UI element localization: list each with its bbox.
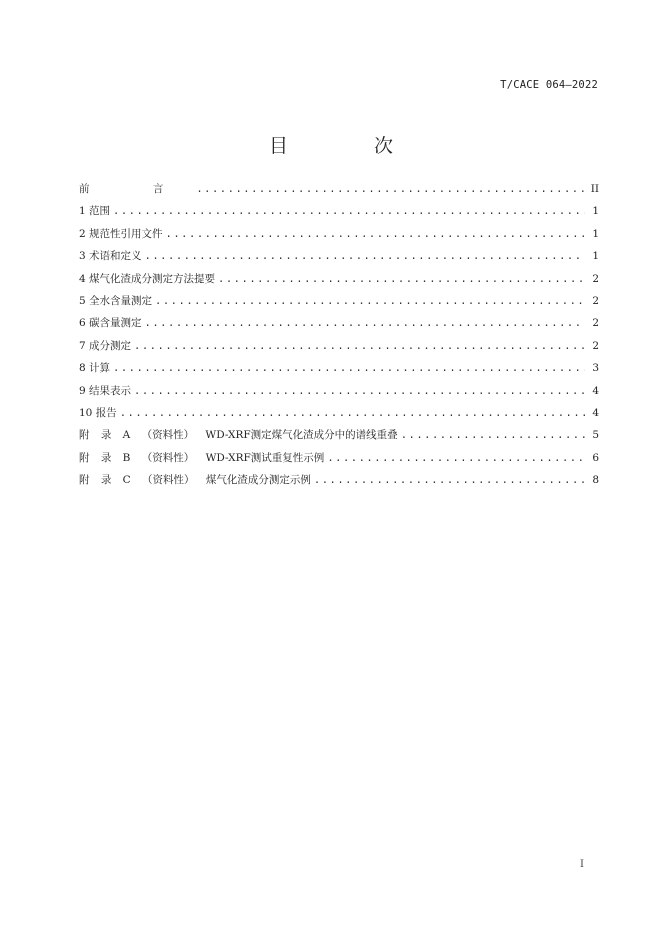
toc-entry-label: 5 全水含量测定: [79, 294, 153, 307]
toc-leader-dots: [120, 405, 585, 421]
page-number: I: [580, 859, 584, 870]
toc-entry-label: 附 录 A （资料性） WD-XRF测定煤气化渣成分中的谱线重叠: [79, 429, 398, 442]
toc-entry-carbon-content[interactable]: [79, 315, 599, 337]
toc-entry-page: 2: [592, 272, 599, 285]
toc-entry-foreword[interactable]: [79, 181, 599, 203]
toc-entry-label: 10 报告: [79, 406, 117, 419]
toc-entry-label: 6 碳含量测定: [79, 317, 142, 330]
toc-leader-dots: [314, 472, 585, 488]
toc-leader-dots: [145, 248, 585, 264]
toc-entry-label: 4 煤气化渣成分测定方法提要: [79, 272, 216, 285]
toc-entry-label: 9 结果表示: [79, 384, 132, 397]
toc-entry-page: 1: [592, 227, 599, 240]
toc-leader-dots: [218, 271, 585, 287]
toc-entry-page: 2: [592, 339, 599, 352]
toc-entry-page: 2: [592, 317, 599, 330]
toc-entry-page: II: [590, 183, 599, 195]
toc-entry-results[interactable]: [79, 383, 599, 405]
toc-entry-label: 3 术语和定义: [79, 250, 142, 263]
toc-leader-dots: [134, 383, 585, 399]
toc-entry-page: 4: [592, 406, 599, 419]
toc-entry-appendix-c[interactable]: [79, 472, 599, 494]
toc-leader-dots: [134, 338, 585, 354]
toc-leader-dots: [145, 315, 585, 331]
toc-entry-page: 5: [592, 429, 599, 442]
toc-entry-label: 前 言: [79, 183, 194, 195]
toc-entry-page: 2: [592, 294, 599, 307]
toc-entry-composition[interactable]: [79, 338, 599, 360]
toc-entry-label: 2 规范性引用文件: [79, 227, 163, 240]
toc-leader-dots: [113, 360, 585, 376]
toc-entry-page: 1: [592, 250, 599, 263]
toc-entry-page: 3: [592, 362, 599, 375]
document-code: T/CACE 064—2022: [500, 79, 598, 91]
page-title: 目 次: [268, 135, 434, 157]
toc-entry-label: 1 范围: [79, 205, 111, 218]
toc-leader-dots: [155, 293, 585, 309]
toc-entry-label: 7 成分测定: [79, 339, 132, 352]
toc-entry-method-summary[interactable]: [79, 271, 599, 293]
toc-entry-label: 附 录 B （资料性） WD-XRF测试重复性示例: [79, 451, 325, 464]
toc-entry-appendix-b[interactable]: [79, 450, 599, 472]
toc-entry-label: 附 录 C （资料性） 煤气化渣成分测定示例: [79, 474, 311, 487]
toc-entry-appendix-a[interactable]: [79, 427, 599, 449]
toc-entry-page: 1: [592, 205, 599, 218]
toc-entry-page: 8: [592, 474, 599, 487]
toc-entry-calculation[interactable]: [79, 360, 599, 382]
toc-entry-label: 8 计算: [79, 362, 111, 375]
toc-entry-page: 6: [592, 451, 599, 464]
toc-leader-dots: [196, 181, 585, 197]
toc-entry-page: 4: [592, 384, 599, 397]
table-of-contents: [79, 181, 599, 494]
toc-entry-normative-references[interactable]: [79, 226, 599, 248]
toc-entry-terms[interactable]: [79, 248, 599, 270]
toc-entry-report[interactable]: [79, 405, 599, 427]
toc-entry-scope[interactable]: [79, 203, 599, 225]
toc-entry-total-moisture[interactable]: [79, 293, 599, 315]
toc-leader-dots: [327, 450, 585, 466]
toc-leader-dots: [113, 203, 585, 219]
toc-leader-dots: [401, 427, 585, 443]
toc-leader-dots: [166, 226, 585, 242]
